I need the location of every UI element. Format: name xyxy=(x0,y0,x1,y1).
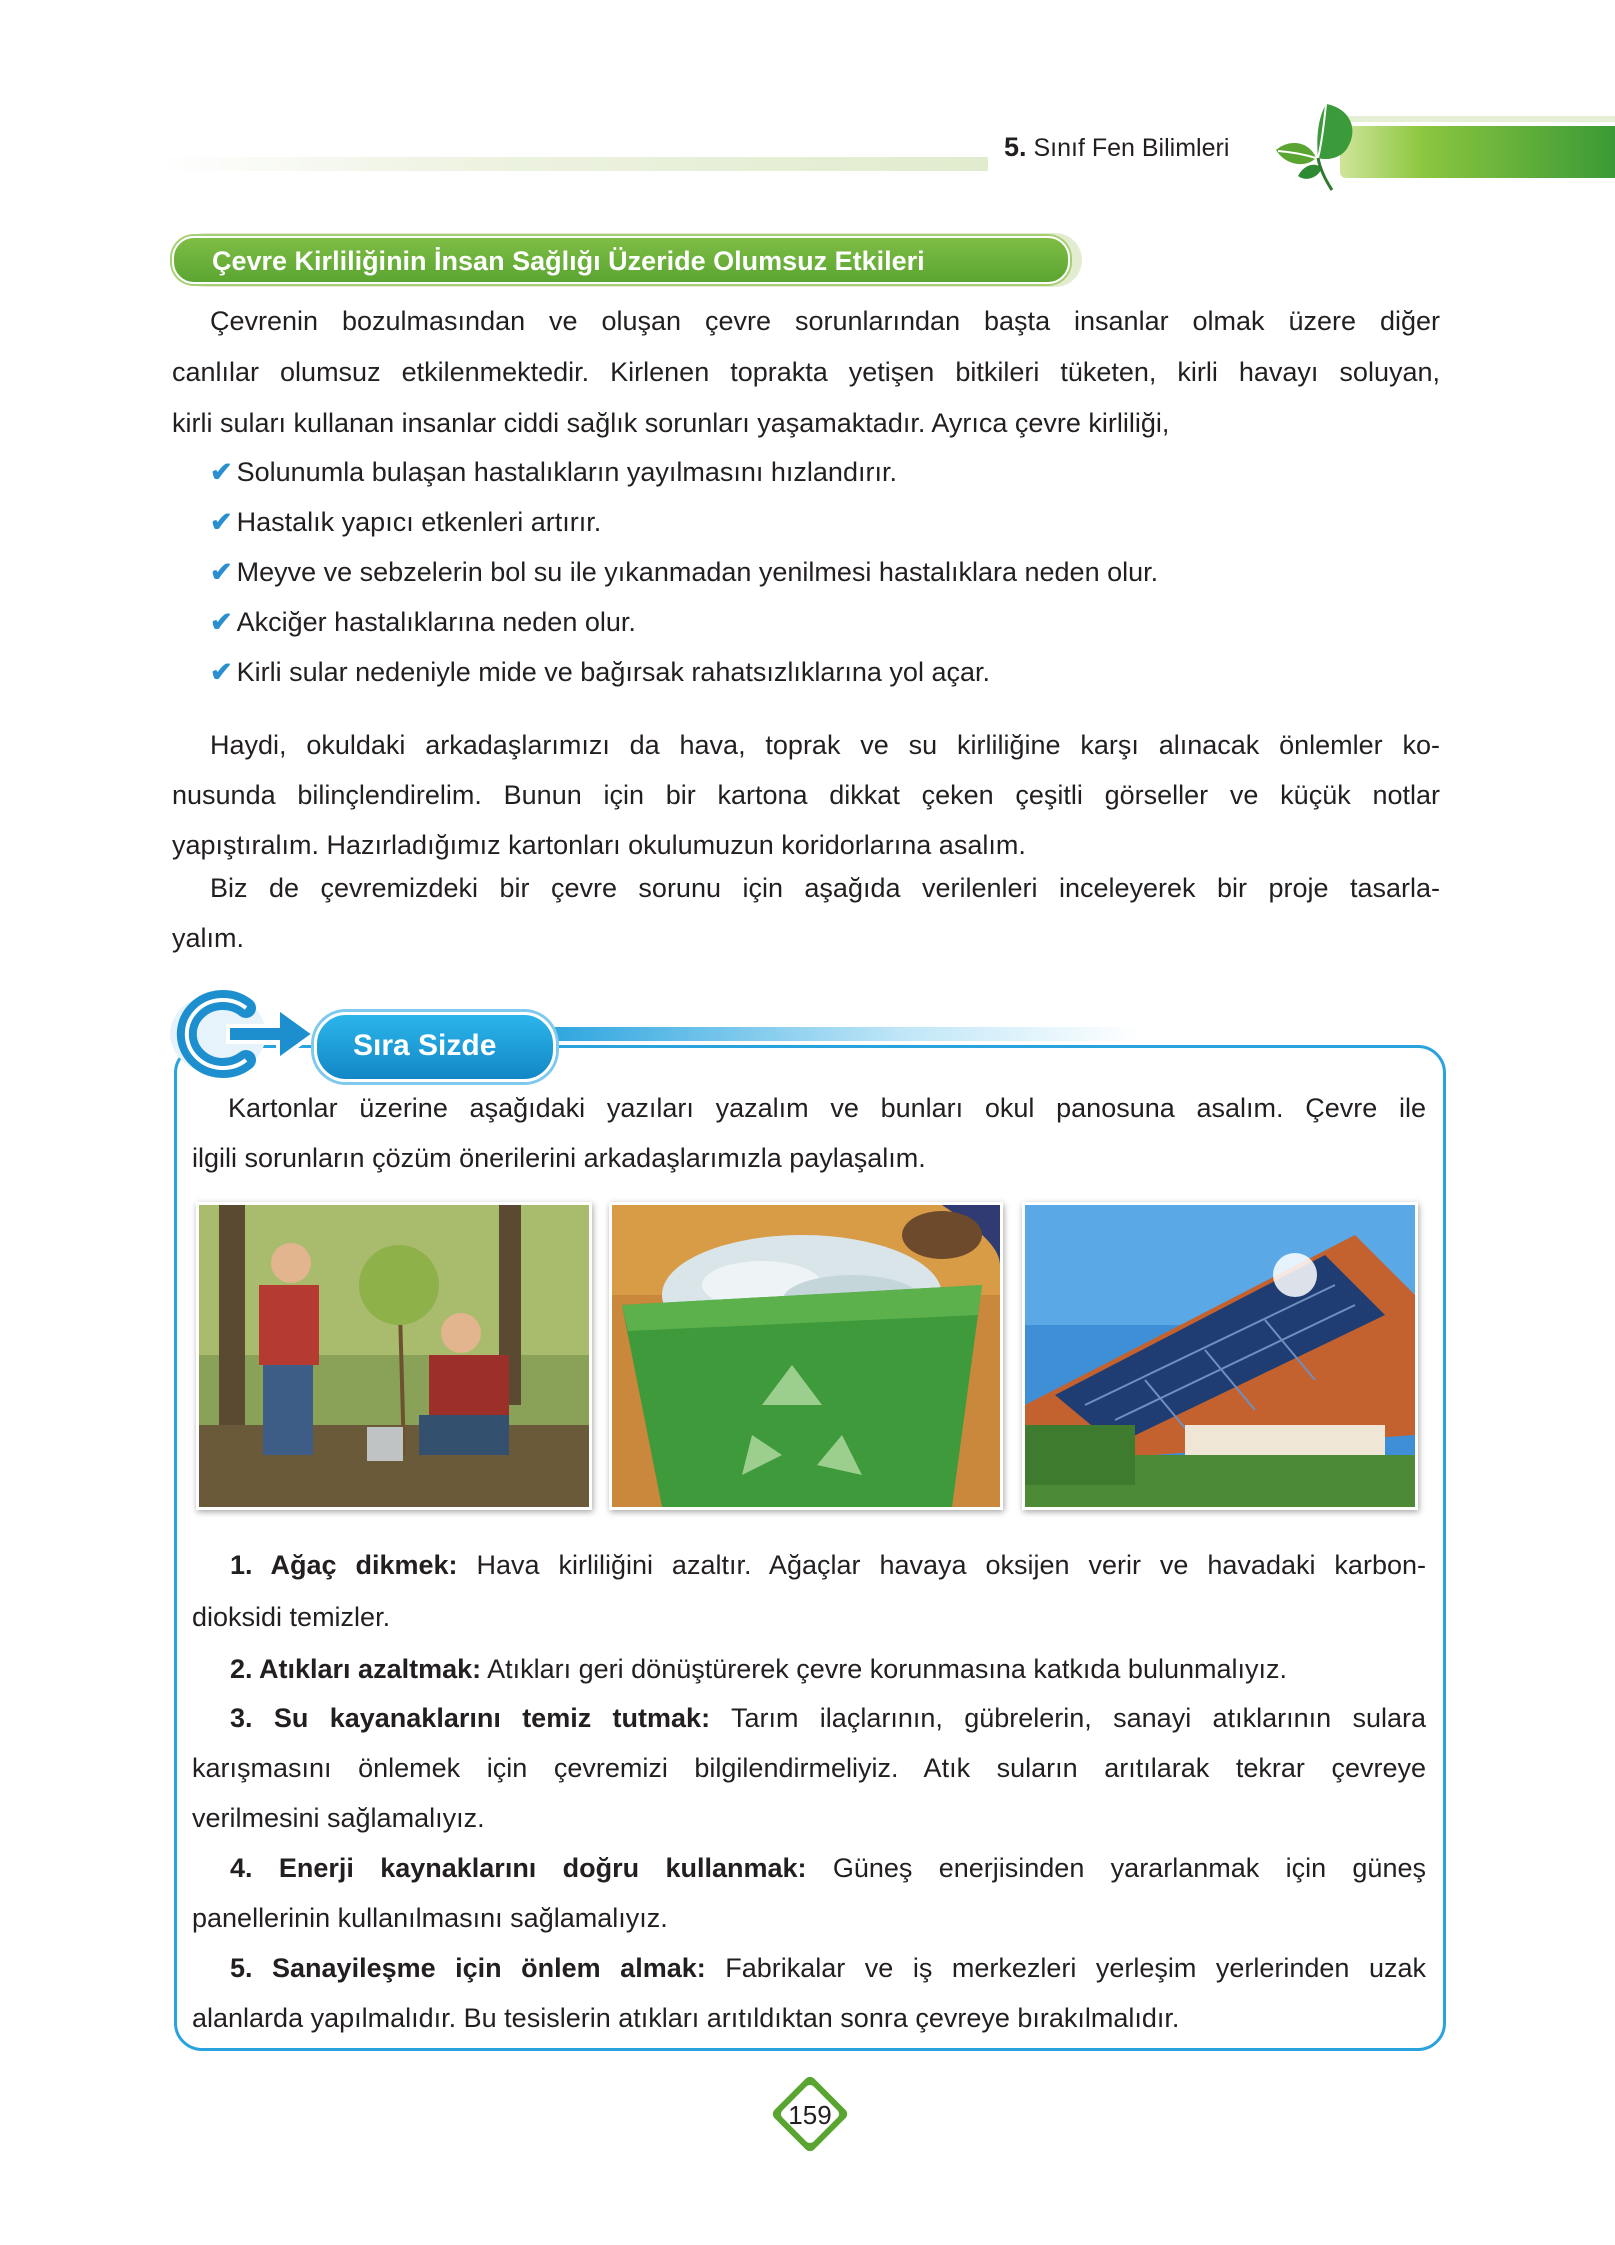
header-subject: Sınıf Fen Bilimleri xyxy=(1033,134,1230,162)
activity-badge xyxy=(314,1012,556,1082)
activity-item-text: Tarım ilaçlarının, gübrelerin, sanayi atıklarının sulara xyxy=(730,1703,1426,1733)
section-title: Çevre Kirliliğinin İnsan Sağlığı Üzeride Olumsuz Etkileri xyxy=(212,246,925,276)
check-icon: ✔ xyxy=(210,507,233,537)
bullet-item xyxy=(210,507,601,538)
paragraph3-line: yalım. xyxy=(172,923,245,953)
bullet-text: Akciğer hastalıklarına neden olur. xyxy=(236,607,636,637)
paragraph2-line: Haydi, okuldaki arkadaşlarımızı da hava, toprak ve su kirliliğine karşı alınacak önlemler ko- xyxy=(210,730,1440,760)
activity-item-4 xyxy=(230,1853,1426,1884)
paragraph2-line: yapıştıralım. Hazırladığımız kartonları okulumuzun koridorlarına asalım. xyxy=(172,830,1026,860)
activity-intro-line: Kartonlar üzerine aşağıdaki yazıları yazalım ve bunları okul panosuna asalım. Çevre ile xyxy=(228,1093,1426,1123)
paragraph2-line: nusunda bilinçlendirelim. Bunun için bir kartona dikkat çeken çeşitli görseller ve küçük notlar xyxy=(172,780,1440,810)
activity-item-text: Güneş enerjisinden yararlanmak için güneş xyxy=(832,1853,1426,1883)
check-icon: ✔ xyxy=(210,557,233,587)
header-grade-number: 5. xyxy=(1004,132,1027,162)
activity-item-title: 2. Atıkları azaltmak: xyxy=(230,1654,482,1684)
arrow-logo-icon xyxy=(166,984,326,1084)
activity-item-title: 5. Sanayileşme için önlem almak: xyxy=(230,1953,706,1983)
activity-badge-label: Sıra Sizde xyxy=(353,1029,497,1062)
photo-solar-roof xyxy=(1022,1202,1418,1510)
intro-line: canlılar olumsuz etkilenmektedir. Kirlenen toprakta yetişen bitkileri tüketen, kirli havayı soluyan, xyxy=(172,357,1440,387)
activity-item-line: karışmasını önlemek için çevremizi bilgilendirmeliyiz. Atık suların arıtılarak tekrar çevreye xyxy=(192,1753,1426,1783)
paragraph3-line: Biz de çevremizdeki bir çevre sorunu için aşağıda verilenleri inceleyerek bir proje tasarla- xyxy=(210,873,1440,903)
leaf-icon xyxy=(1268,98,1368,198)
activity-header-line xyxy=(540,1027,1140,1041)
activity-item-title: 4. Enerji kaynaklarını doğru kullanmak: xyxy=(230,1853,807,1883)
bullet-text: Meyve ve sebzelerin bol su ile yıkanmadan yenilmesi hastalıklara neden olur. xyxy=(236,557,1159,587)
activity-intro-line: ilgili sorunların çözüm önerilerini arkadaşlarımızla paylaşalım. xyxy=(192,1143,926,1173)
page-number: 159 xyxy=(788,2100,832,2130)
header-title xyxy=(1004,132,1229,163)
bullet-item xyxy=(210,657,990,688)
activity-item-line: panellerinin kullanılmasını sağlamalıyız. xyxy=(192,1903,668,1933)
section-title-pill xyxy=(172,236,1070,284)
bullet-text: Solunumla bulaşan hastalıkların yayılmasını hızlandırır. xyxy=(236,457,897,487)
check-icon: ✔ xyxy=(210,657,233,687)
bullet-item xyxy=(210,607,636,638)
activity-item-line: dioksidi temizler. xyxy=(192,1602,391,1632)
activity-item-title: 3. Su kayanaklarını temiz tutmak: xyxy=(230,1703,711,1733)
activity-item-line: verilmesini sağlamalıyız. xyxy=(192,1803,485,1833)
intro-line: Çevrenin bozulmasından ve oluşan çevre sorunlarından başta insanlar olmak üzere diğer xyxy=(210,306,1440,336)
activity-item-2 xyxy=(230,1654,1287,1685)
check-icon: ✔ xyxy=(210,607,233,637)
bullet-text: Hastalık yapıcı etkenleri artırır. xyxy=(236,507,602,537)
activity-item-5 xyxy=(230,1953,1426,1984)
activity-item-text: Fabrikalar ve iş merkezleri yerleşim yerlerinden uzak xyxy=(725,1953,1426,1983)
activity-item-line: alanlarda yapılmalıdır. Bu tesislerin atıkları arıtıldıktan sonra çevreye bırakılmalıdır. xyxy=(192,2003,1180,2033)
activity-item-3 xyxy=(230,1703,1426,1734)
activity-item-1 xyxy=(230,1550,1426,1581)
activity-item-text: Hava kirliliğini azaltır. Ağaçlar havaya oksijen verir ve havadaki karbon- xyxy=(476,1550,1426,1580)
bullet-item xyxy=(210,457,897,488)
check-icon: ✔ xyxy=(210,457,233,487)
bullet-text: Kirli sular nedeniyle mide ve bağırsak rahatsızlıklarına yol açar. xyxy=(236,657,990,687)
header-rule xyxy=(158,157,988,171)
photo-tree-planting xyxy=(196,1202,592,1510)
bullet-item xyxy=(210,557,1158,588)
activity-item-title: 1. Ağaç dikmek: xyxy=(230,1550,458,1580)
activity-item-text: Atıkları geri dönüştürerek çevre korunmasına katkıda bulunmalıyız. xyxy=(487,1654,1287,1684)
header-bar-highlight xyxy=(1340,116,1615,122)
photo-recycling-bin xyxy=(609,1202,1003,1510)
activity-box xyxy=(174,1045,1446,2051)
intro-line: kirli suları kullanan insanlar ciddi sağlık sorunları yaşamaktadır. Ayrıca çevre kirliliği, xyxy=(172,408,1170,438)
header-green-bar xyxy=(1340,126,1615,178)
